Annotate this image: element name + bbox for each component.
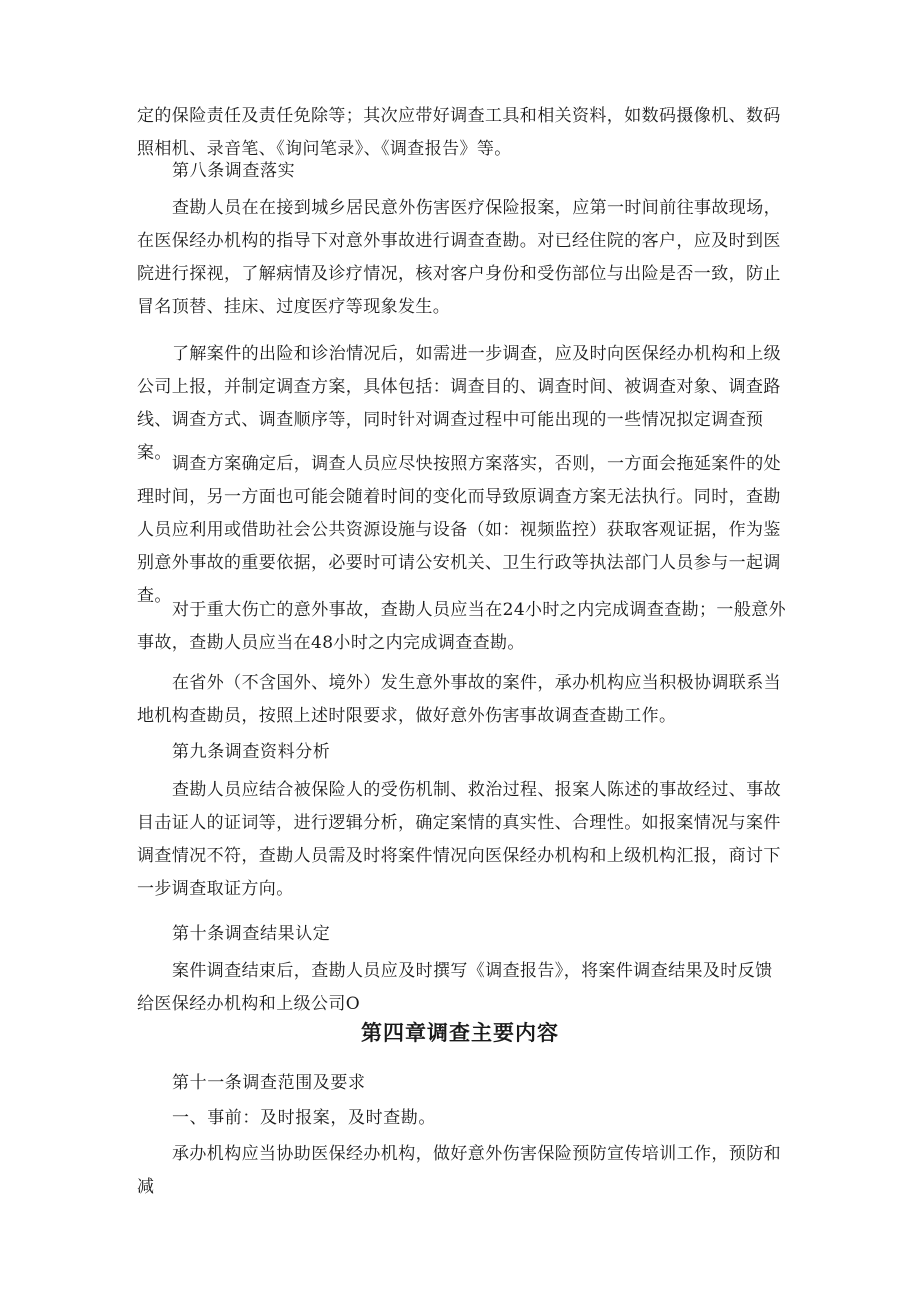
article-9-paragraph-1: 查勘人员应结合被保险人的受伤机制、救治过程、报案人陈述的事故经过、事故目击证人的证词等，进行逻辑分析，确定案情的真实性、合理性。如报案情况与案件调查情况不符，查勘人员需及时将案件情况向医保经办机构和上级机构汇报，商讨下一步调查取证方向。: [137, 780, 781, 899]
article-10-paragraph-1: 案件调查结束后，查勘人员应及时撰写《调查报告》，将案件调查结果及时反馈给医保经办机构和上级公司O: [137, 961, 773, 1014]
article-11-paragraph-1: 承办机构应当协助医保经办机构，做好意外伤害保险预防宣传培训工作，预防和减: [137, 1144, 781, 1197]
article-11-item-1: 一、事前：及时报案，及时查勘。: [172, 1108, 436, 1128]
article-8-paragraph-4: 对于重大伤亡的意外事故，查勘人员应当在24小时之内完成调查查勘；一般意外事故，查勘人员应当在48小时之内完成调查查勘。: [137, 600, 787, 653]
article-8-heading: 第八条调查落实: [172, 161, 296, 181]
chapter-4-title: 第四章调查主要内容: [361, 1020, 559, 1045]
article-8-paragraph-2: 了解案件的出险和诊治情况后，如需进一步调查，应及时向医保经办机构和上级公司上报，并制定调查方案，具体包括：调查目的、调查时间、被调查对象、调查路线、调查方式、调查顺序等，同时针对调查过程中可能出现的一些情况拟定调查预案。: [137, 344, 781, 463]
paragraph-continued: 定的保险责任及责任免除等；其次应带好调查工具和相关资料，如数码摄像机、数码照相机、录音笔、《询问笔录》、《调查报告》等。: [137, 106, 781, 159]
article-10-heading: 第十条调查结果认定: [172, 924, 331, 944]
article-9-heading: 第九条调查资料分析: [172, 742, 331, 762]
article-8-paragraph-1: 查勘人员在在接到城乡居民意外伤害医疗保险报案，应第一时间前往事故现场，在医保经办机构的指导下对意外事故进行调查查勘。对已经住院的客户，应及时到医院进行探视，了解病情及诊疗情况，核对客户身份和受伤部位与出险是否一致，防止冒名顶替、挂床、过度医疗等现象发生。: [137, 198, 781, 317]
article-8-paragraph-3: 调查方案确定后，调查人员应尽快按照方案落实，否则，一方面会拖延案件的处理时间，另一方面也可能会随着时间的变化而导致原调查方案无法执行。同时，查勘人员应利用或借助社会公共资源设施与设备（如：视频监控）获取客观证据，作为鉴别意外事故的重要依据，必要时可请公安机关、卫生行政等执法部门人员参与一起调查。: [137, 454, 781, 606]
article-11-heading: 第十一条调查范围及要求: [172, 1073, 366, 1093]
article-8-paragraph-5: 在省外（不含国外、境外）发生意外事故的案件，承办机构应当积极协调联系当地机构查勘员，按照上述时限要求，做好意外伤害事故调查查勘工作。: [137, 673, 781, 726]
